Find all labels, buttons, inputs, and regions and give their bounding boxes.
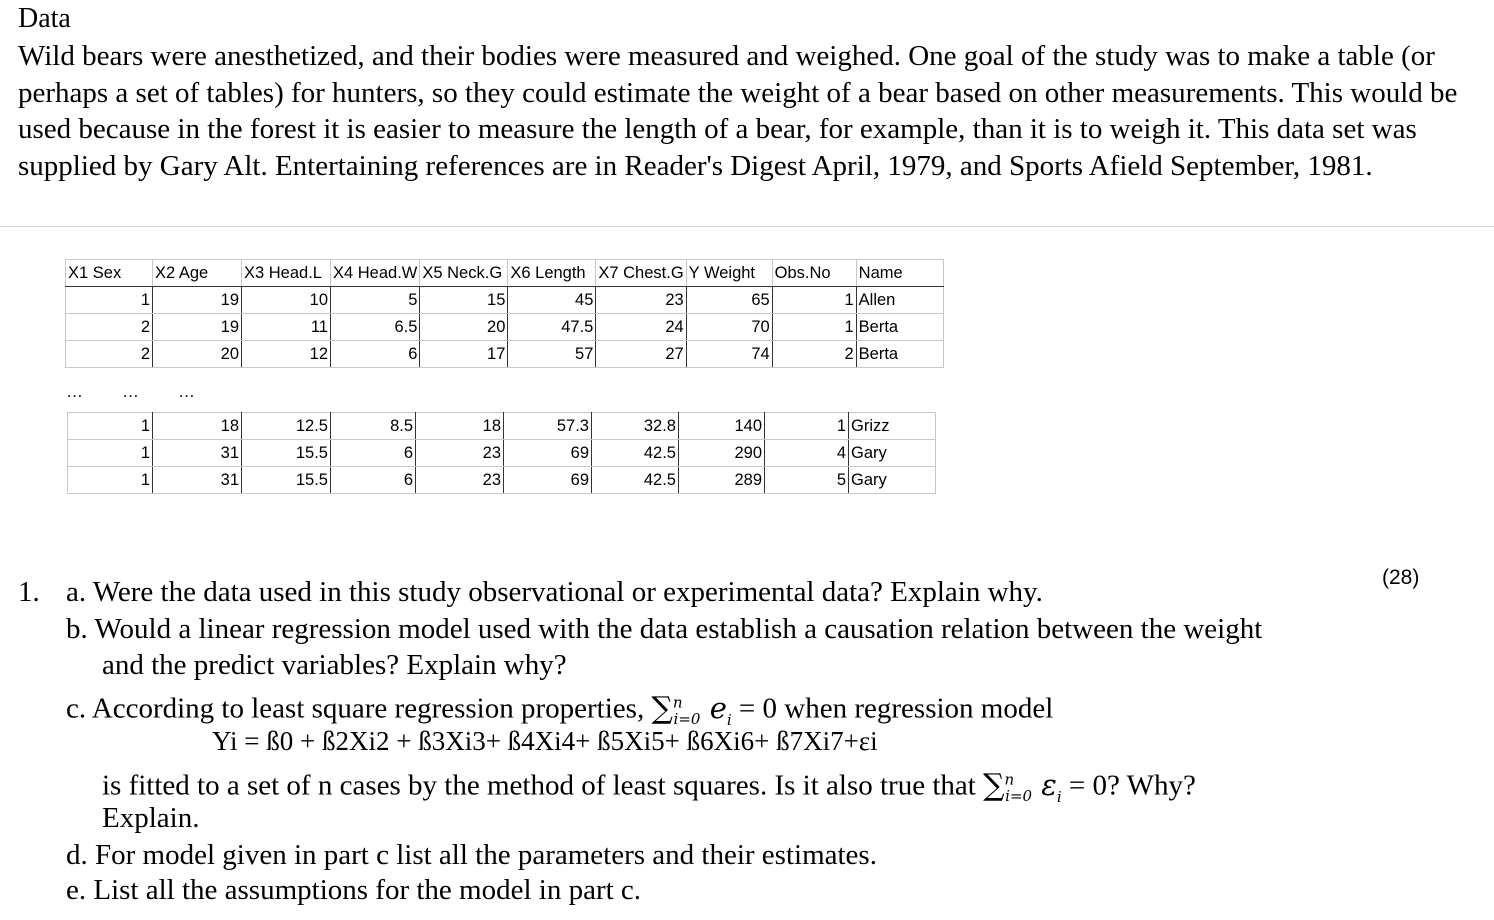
table-cell: 31 <box>153 467 242 494</box>
intro-paragraph: Wild bears were anesthetized, and their bodies were measured and weighed. One goal of the study was to make a table (or perhaps a set of tables) for hunters, so they could estimate the weight of a bear based on other measurements. This would be used because in the forest it is easier to measure the length of a bear, for example, than it is to weigh it. This data set was supplied by Gary Alt. Entertaining references are in Reader's Digest April, 1979, and Sports Afield September, 1981. <box>18 40 1458 182</box>
table-row <box>68 440 936 467</box>
table-cell: 32.8 <box>592 413 679 440</box>
table-row <box>66 314 944 341</box>
table-cell: Berta <box>856 314 943 341</box>
residual-sum: ∑$^n_{i=0}$ $e_i$ <box>651 690 732 729</box>
table-cell: 27 <box>596 341 686 368</box>
table-cell: 4 <box>765 440 849 467</box>
table-cell: 74 <box>686 341 772 368</box>
table-header-cell: Y Weight <box>686 260 772 287</box>
divider <box>0 226 1494 227</box>
data-table-bottom <box>67 412 936 494</box>
table-cell: 23 <box>596 287 686 314</box>
ellipsis-3: … <box>178 382 197 401</box>
table-cell: Grizz <box>849 413 936 440</box>
table-cell: Gary <box>849 467 936 494</box>
table-cell: 69 <box>504 467 592 494</box>
table-cell: 17 <box>420 341 508 368</box>
question-e: e. List all the assumptions for the model in part c. <box>66 874 642 906</box>
table-cell: 23 <box>416 467 504 494</box>
question-c-line3-suffix: = 0? Why? <box>1068 769 1196 802</box>
question-c-suffix: when regression model <box>784 692 1054 725</box>
table-header-cell: X6 Length <box>508 260 596 287</box>
question-b-line2: and the predict variables? Explain why? <box>102 649 567 681</box>
table-cell: 1 <box>66 287 153 314</box>
table-cell: 18 <box>153 413 242 440</box>
table-header-cell: X7 Chest.G <box>596 260 686 287</box>
table-cell: 1 <box>68 413 153 440</box>
table-cell: 57 <box>508 341 596 368</box>
table-cell: 289 <box>679 467 765 494</box>
table-cell: 20 <box>153 341 242 368</box>
question-c-line4: Explain. <box>102 802 200 834</box>
table-cell: 18 <box>416 413 504 440</box>
table-cell: 8.5 <box>331 413 416 440</box>
page-heading: Data <box>18 3 71 34</box>
table-cell: 1 <box>765 413 849 440</box>
table-cell: 5 <box>331 287 420 314</box>
table-cell: 1 <box>68 440 153 467</box>
question-number: 1. <box>18 576 40 608</box>
table-cell: 42.5 <box>592 440 679 467</box>
table-cell: 23 <box>416 440 504 467</box>
table-cell: Gary <box>849 440 936 467</box>
table-cell: 1 <box>68 467 153 494</box>
table-cell: 45 <box>508 287 596 314</box>
table-header-cell: Obs.No <box>772 260 856 287</box>
question-d: d. For model given in part c list all the parameters and their estimates. <box>66 839 877 871</box>
table-header-cell: X1 Sex <box>66 260 153 287</box>
table-cell: 2 <box>772 341 856 368</box>
table-cell: 19 <box>153 314 242 341</box>
question-c-prefix: c. According to least square regression properties, <box>66 692 645 725</box>
table-header-cell: X2 Age <box>153 260 242 287</box>
table-cell: 24 <box>596 314 686 341</box>
question-c-line3-prefix: is fitted to a set of n cases by the method of least squares. Is it also true that <box>102 769 976 802</box>
table-cell: 6 <box>331 467 416 494</box>
table-header-cell: X3 Head.L <box>242 260 331 287</box>
points-label: (28) <box>1382 566 1420 589</box>
table-row <box>68 413 936 440</box>
table-cell: 1 <box>772 314 856 341</box>
table-cell: 12.5 <box>242 413 331 440</box>
table-header-row <box>66 260 944 287</box>
regression-model: Yi = ß0 + ß2Xi2 + ß3Xi3+ ß4Xi4+ ß5Xi5+ ß6Xi6+ ß7Xi7+εi <box>212 726 878 756</box>
table-cell: 1 <box>772 287 856 314</box>
table-row <box>66 287 944 314</box>
table-cell: 42.5 <box>592 467 679 494</box>
table-cell: 20 <box>420 314 508 341</box>
question-b-line1: b. Would a linear regression model used with the data establish a causation relation between the weight <box>66 613 1263 645</box>
table-cell: 6 <box>331 341 420 368</box>
table-cell: 69 <box>504 440 592 467</box>
table-cell: 5 <box>765 467 849 494</box>
table-cell: 19 <box>153 287 242 314</box>
table-cell: 140 <box>679 413 765 440</box>
table-cell: Berta <box>856 341 943 368</box>
table-cell: 11 <box>242 314 331 341</box>
ellipsis-2: … <box>122 382 141 401</box>
table-cell: 15.5 <box>242 467 331 494</box>
error-sum: ∑$^n_{i=0}$ $\varepsilon_i$ <box>983 767 1062 806</box>
table-cell: 47.5 <box>508 314 596 341</box>
table-cell: 6 <box>331 440 416 467</box>
table-cell: 65 <box>686 287 772 314</box>
data-table-top <box>65 259 944 368</box>
table-cell: 10 <box>242 287 331 314</box>
table-cell: 70 <box>686 314 772 341</box>
table-cell: 31 <box>153 440 242 467</box>
table-cell: 15 <box>420 287 508 314</box>
table-cell: 6.5 <box>331 314 420 341</box>
ellipsis-1: … <box>66 382 85 401</box>
equals-zero: = 0 <box>738 692 778 725</box>
table-cell: 15.5 <box>242 440 331 467</box>
table-cell: 57.3 <box>504 413 592 440</box>
table-row <box>66 341 944 368</box>
table-cell: 290 <box>679 440 765 467</box>
question-a: a. Were the data used in this study observational or experimental data? Explain why. <box>66 576 1043 608</box>
table-header-cell: X5 Neck.G <box>420 260 508 287</box>
table-header-cell: Name <box>856 260 943 287</box>
question-c-line3 <box>102 761 1196 814</box>
table-row <box>68 467 936 494</box>
table-cell: 2 <box>66 314 153 341</box>
table-cell: 2 <box>66 341 153 368</box>
table-cell: 12 <box>242 341 331 368</box>
table-header-cell: X4 Head.W <box>331 260 420 287</box>
table-cell: Allen <box>856 287 943 314</box>
